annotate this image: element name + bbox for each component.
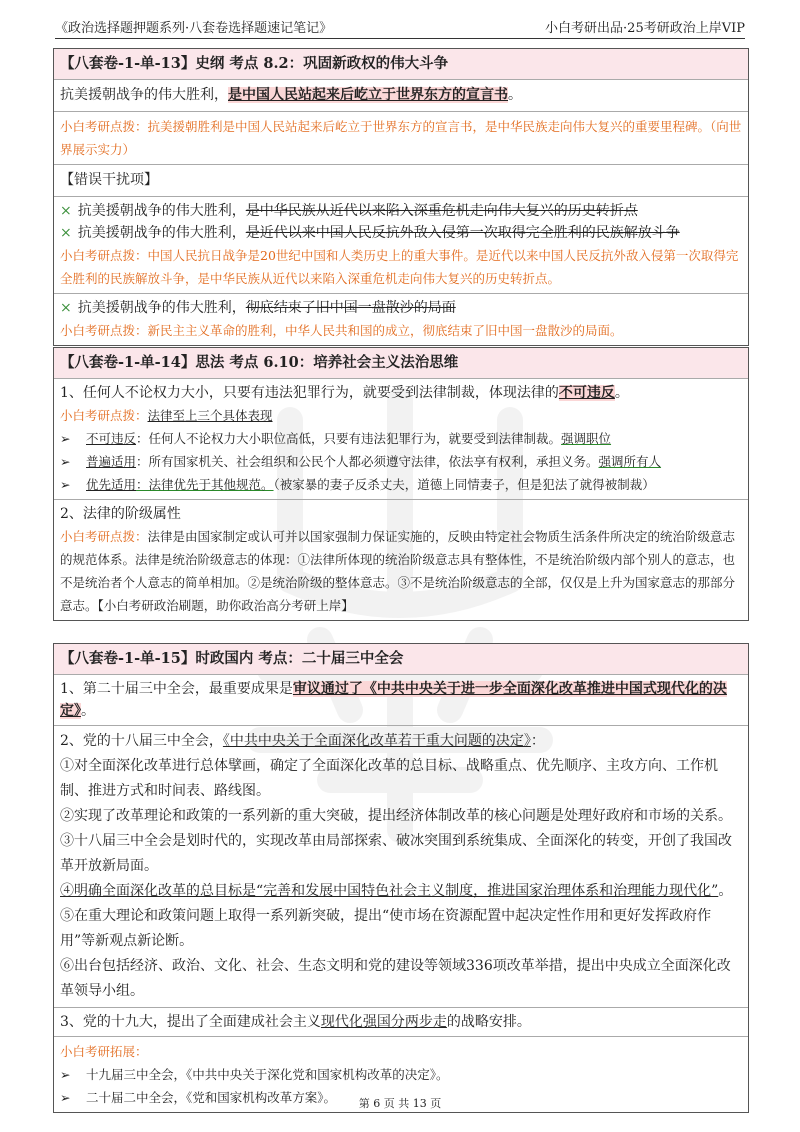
section-15 xyxy=(53,643,749,1113)
page-header xyxy=(55,12,745,39)
header-left: 《政治选择题押题系列·八套卷选择题速记笔记》 xyxy=(55,21,333,36)
header-right: 小白考研出品·25考研政治上岸VIP xyxy=(545,21,745,36)
s13-question: 抗美援朝战争的伟大胜利，是中国人民站起来后屹立于世界东方的宣言书。 xyxy=(54,79,748,111)
wrong-icon: × xyxy=(60,300,72,316)
arrow-icon: ➢ xyxy=(60,477,71,492)
s15-q1: 1、第二十届三中全会，最重要成果是审议通过了《中共中央关于进一步全面深化改革推进中国式现代化的决定》。 xyxy=(54,674,748,725)
arrow-icon: ➢ xyxy=(60,454,71,469)
arrow-icon: ➢ xyxy=(60,1090,71,1105)
wrong-icon: × xyxy=(60,225,72,241)
section-14-title: 【八套卷-1-单-14】思法 考点 6.10：培养社会主义法治思维 xyxy=(54,348,748,378)
s14-q2: 2、法律的阶级属性 小白考研点拨：法律是由国家制定或认可并以国家强制力保证实施的，反映由特定社会物质生活条件所决定的统治阶级意志的规范体系。法律是统治阶级意志的体现：①法律所体现的统治阶级意志具有整体性，不是统治阶级内部个别人的意志，也不是统治者个人意志的简单相加。②是统治阶级的整体意志。③不是统治阶级意志的全部，仅仅是上升为国家意志的那部分意志。【小白考研政治刷题，助你政治高分考研上岸】 xyxy=(54,499,748,620)
section-14 xyxy=(53,347,749,621)
s14-q1: 1、任何人不论权力大小，只要有违法犯罪行为，就要受到法律制裁，体现法律的不可违反。 小白考研点拨：法律至上三个具体表现 ➢ 不可违反：任何人不论权力大小职位高低，只要有违法犯罪行为，就要受到法律制裁。强调职位 ➢ 普遍适用：所有国家机关、社会组织和公民个人都必须遵守法律，依法享有权利，承担义务。强调所有人 ➢ 优先适用：法律优先于其他规范。（被家暴的妻子反杀丈夫，道德上同情妻子，但是犯法了就得被制裁） xyxy=(54,378,748,499)
s15-extension: 小白考研拓展： ➢ 十九届三中全会，《中共中央关于深化党和国家机构改革的决定》。 ➢ 二十届二中全会，《党和国家机构改革方案》。 xyxy=(54,1036,748,1112)
wrong-icon: × xyxy=(60,203,72,219)
s13-error-3: × 抗美援朝战争的伟大胜利，彻底结束了旧中国一盘散沙的局面 小白考研点拨：新民主主义革命的胜利，中华人民共和国的成立，彻底结束了旧中国一盘散沙的局面。 xyxy=(54,293,748,345)
section-13-title: 【八套卷-1-单-13】史纲 考点 8.2：巩固新政权的伟大斗争 xyxy=(54,49,748,79)
s13-note: 小白考研点拨：抗美援朝胜利是中国人民站起来后屹立于世界东方的宣言书，是中华民族走向伟大复兴的重要里程碑。（向世界展示实力） xyxy=(54,111,748,164)
arrow-icon: ➢ xyxy=(60,1067,71,1082)
section-15-title: 【八套卷-1-单-15】时政国内 考点：二十届三中全会 xyxy=(54,644,748,674)
s13-errors: × 抗美援朝战争的伟大胜利，是中华民族从近代以来陷入深重危机走向伟大复兴的历史转折点 × 抗美援朝战争的伟大胜利，是近代以来中国人民反抗外敌入侵第一次取得完全胜利的民族解放斗争 小白考研点拨：中国人民抗日战争是20世纪中国和人类历史上的重大事件。是近代以来中国人民反抗外敌入侵第一次取得完全胜利的民族解放斗争，是中华民族从近代以来陷入深重危机走向伟大复兴的历史转折点。 xyxy=(54,196,748,293)
section-13 xyxy=(53,48,749,346)
page-footer: 第 6 页 共 13 页 xyxy=(358,1097,442,1110)
arrow-icon: ➢ xyxy=(60,431,71,446)
s15-q2: 2、党的十八届三中全会，《中共中央关于全面深化改革若干重大问题的决定》： ①对全面深化改革进行总体擘画，确定了全面深化改革的总目标、战略重点、优先顺序、主攻方向、工作机制、推进方式和时间表、路线图。 ②实现了改革理论和政策的一系列新的重大突破，提出经济体制改革的核心问题是处理好政府和市场的关系。 ③十八届三中全会是划时代的，实现改革由局部探索、破冰突围到系统集成、全面深化的转变，开创了我国改革开放新局面。 ④明确全面深化改革的总目标是“完善和发展中国特色社会主义制度，推进国家治理体系和治理能力现代化”。 ⑤在重大理论和政策问题上取得一系列新突破，提出“使市场在资源配置中起决定性作用和更好发挥政府作用”等新观点新论断。 ⑥出台包括经济、政治、文化、社会、生态文明和党的建设等领域336项改革举措，提出中央成立全面深化改革领导小组。 xyxy=(54,725,748,1007)
s15-q3: 3、党的十九大，提出了全面建成社会主义现代化强国分两步走的战略安排。 xyxy=(54,1007,748,1036)
s13-answer: 是中国人民站起来后屹立于世界东方的宣言书 xyxy=(228,87,508,103)
s13-error-title: 【错误干扰项】 xyxy=(54,164,748,196)
